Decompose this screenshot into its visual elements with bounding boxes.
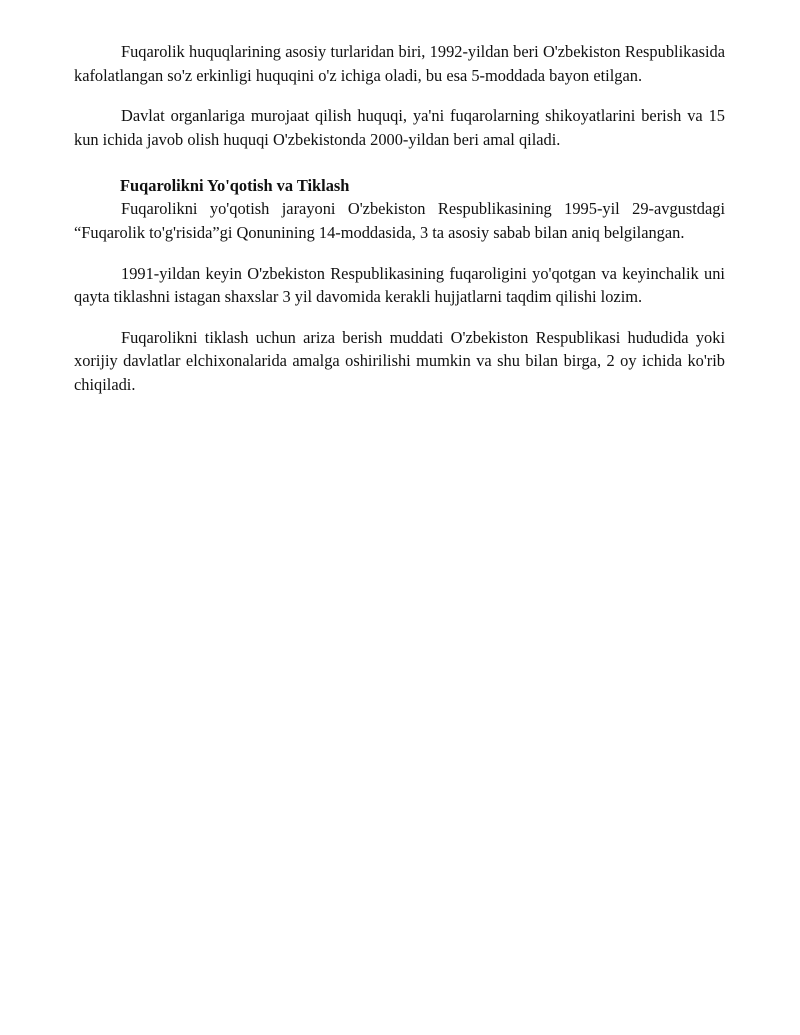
paragraph-application-review: Fuqarolikni tiklash uchun ariza berish muddati O'zbekiston Respublikasi hududida yoki xorijiy davlatlar elchixonalarida amalga oshirilishi mumkin va shu bilan birga, 2 oy ichida ko'rib chiqiladi. <box>74 327 725 394</box>
paragraph-right-to-petition: Davlat organlariga murojaat qilish huquqi, ya'ni fuqarolarning shikoyatlarini berish va 15 kun ichida javob olish huquqi O'zbekistonda 2000-yildan beri amal qiladi. <box>74 106 725 149</box>
paragraph-freedom-of-speech: Fuqarolik huquqlarining asosiy turlaridan biri, 1992-yildan beri O'zbekiston Respublikasida kafolatlangan so'z erkinligi huquqini o'z ichiga oladi, bu esa 5-moddada bayon etilgan. <box>74 42 725 85</box>
document-page <box>74 40 725 414</box>
paragraph-loss-of-citizenship: Fuqarolikni yo'qotish jarayoni O'zbekiston Respublikasining 1995-yil 29-avgustdagi “Fuqarolik to'g'risida”gi Qonunining 14-moddasida, 3 ta asosiy sabab bilan aniq belgilangan. <box>74 199 725 242</box>
section-heading: Fuqarolikni Yo'qotish va Tiklash <box>120 176 350 196</box>
paragraph-restoration-deadline: 1991-yildan keyin O'zbekiston Respublikasining fuqaroligini yo'qotgan va keyinchalik uni qayta tiklashni istagan shaxslar 3 yil davomida kerakli hujjatlarni taqdim qilishi lozim. <box>74 263 725 307</box>
